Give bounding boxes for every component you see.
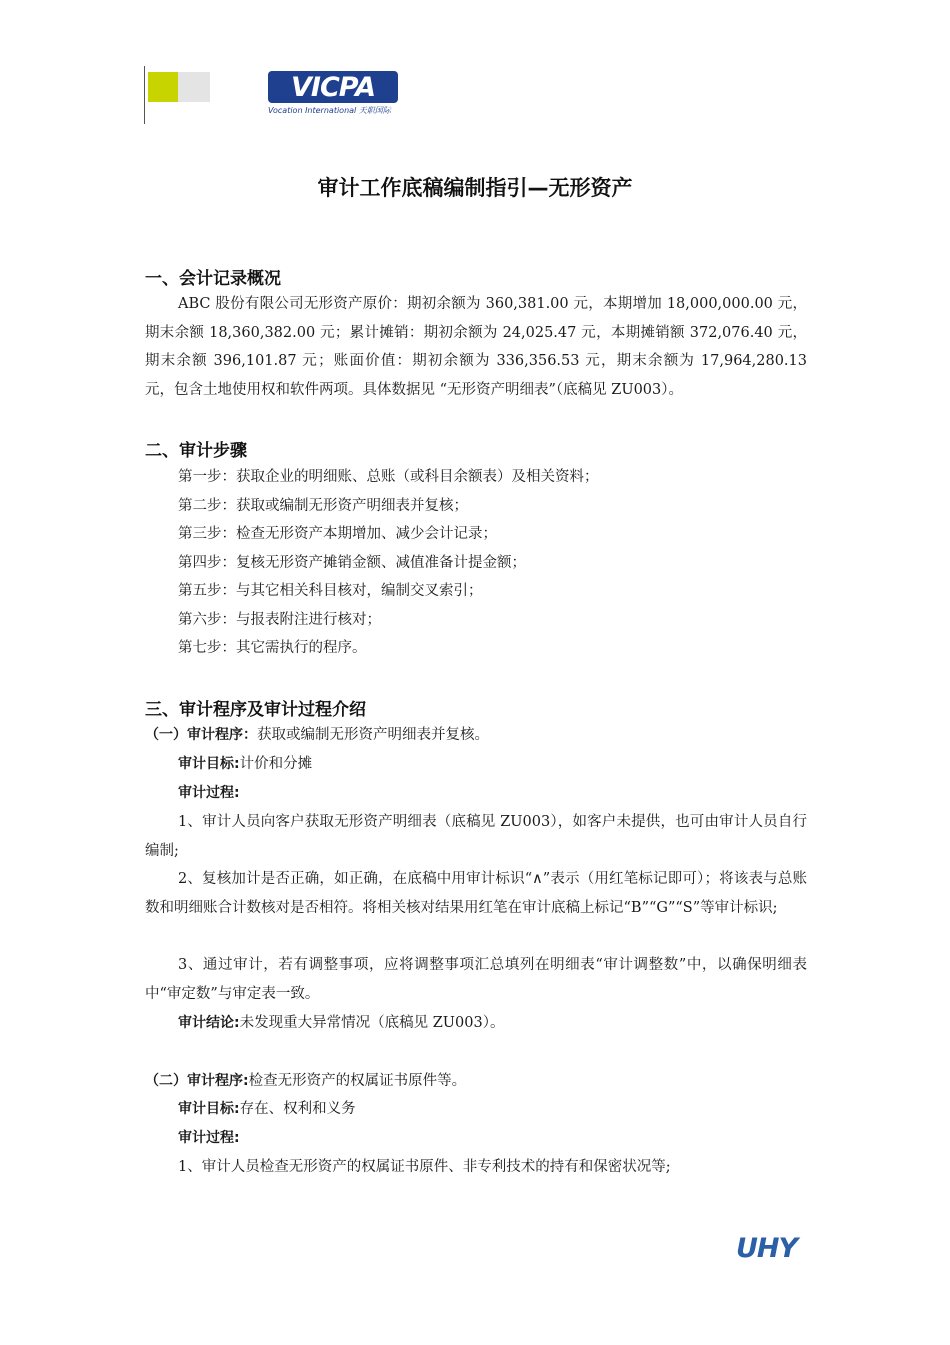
- step-6: 第六步：与报表附注进行核对；: [178, 612, 381, 628]
- proc1-conclusion: [178, 1013, 504, 1033]
- step-1: 第一步：获取企业的明细账、总账（或科目余额表）及相关资料；: [178, 469, 599, 485]
- header-green-block: [148, 72, 178, 102]
- vicpa-logo-subtitle: Vocation International 天职国际: [268, 106, 391, 115]
- proc2-goal: [178, 1099, 356, 1119]
- proc1-item-1: 1、审计人员向客户获取无形资产明细表（底稿见 ZU003），如客户未提供，也可由审计人员自行编制;: [145, 814, 807, 859]
- vicpa-logo: [268, 71, 408, 121]
- proc2-label: （二）审计程序:: [145, 1073, 249, 1089]
- proc2-line: [145, 1071, 466, 1091]
- proc1-goal-text: 计价和分摊: [239, 756, 313, 772]
- step-2: 第二步：获取或编制无形资产明细表并复核；: [178, 498, 468, 514]
- uhy-logo: UHY: [736, 1233, 798, 1264]
- proc1-line: [145, 725, 489, 745]
- proc1-conclusion-text: 未发现重大异常情况（底稿见 ZU003）。: [239, 1015, 505, 1031]
- page-title: 审计工作底稿编制指引—无形资产: [317, 176, 633, 200]
- proc1-label: （一）审计程序：: [145, 727, 257, 743]
- step-4: 第四步：复核无形资产摊销金额、减值准备计提金额；: [178, 555, 526, 571]
- section1-paragraph: ABC 股份有限公司无形资产原价：期初余额为 360,381.00 元，本期增加 18,000,000.00 元，期末余额 18,360,382.00 元；累计摊销：期初余额为 24,025.47 元，本期摊销额 372,076.40 元，期末余额 396,101.87 元；账面价值：期初余额为 336,356.53 元，期末余额为 17,964,280.13 元，包含土地使用权和软件两项。具体数据见 “无形资产明细表”（底稿见 ZU003）。: [145, 296, 807, 398]
- proc2-goal-text: 存在、权利和义务: [239, 1101, 356, 1117]
- section2-heading: 二、审计步骤: [145, 441, 247, 461]
- vicpa-logo-mark: VICPA: [268, 71, 398, 103]
- proc2-process-label: 审计过程:: [178, 1130, 240, 1146]
- proc2-goal-label: 审计目标:: [178, 1101, 240, 1117]
- header-divider-line: [144, 66, 145, 124]
- proc2-text: 检查无形资产的权属证书原件等。: [248, 1073, 467, 1089]
- proc1-goal-label: 审计目标:: [178, 756, 240, 772]
- step-7: 第七步：其它需执行的程序。: [178, 640, 367, 656]
- section3-heading: 三、审计程序及审计过程介绍: [145, 700, 366, 720]
- proc1-text: 获取或编制无形资产明细表并复核。: [257, 727, 489, 743]
- proc1-item-2: 2、复核加计是否正确，如正确，在底稿中用审计标识“∧”表示（用红笔标记即可）；将该表与总账数和明细账合计数核对是否相符。将相关核对结果用红笔在审计底稿上标记“B”“G”“S”等审计标识;: [145, 871, 807, 916]
- proc1-conclusion-label: 审计结论:: [178, 1015, 240, 1031]
- step-3: 第三步：检查无形资产本期增加、减少会计记录；: [178, 526, 497, 542]
- proc2-item-1: 1、审计人员检查无形资产的权属证书原件、非专利技术的持有和保密状况等;: [178, 1159, 671, 1175]
- proc1-item-3: 3、通过审计，若有调整事项，应将调整事项汇总填列在明细表“审计调整数”中，以确保明细表中“审定数”与审定表一致。: [145, 957, 807, 1002]
- section1-heading: 一、会计记录概况: [145, 269, 281, 289]
- proc1-goal: [178, 754, 312, 774]
- proc1-process-label: 审计过程:: [178, 785, 240, 801]
- step-5: 第五步：与其它相关科目核对，编制交叉索引；: [178, 583, 483, 599]
- header-gray-block: [178, 72, 210, 102]
